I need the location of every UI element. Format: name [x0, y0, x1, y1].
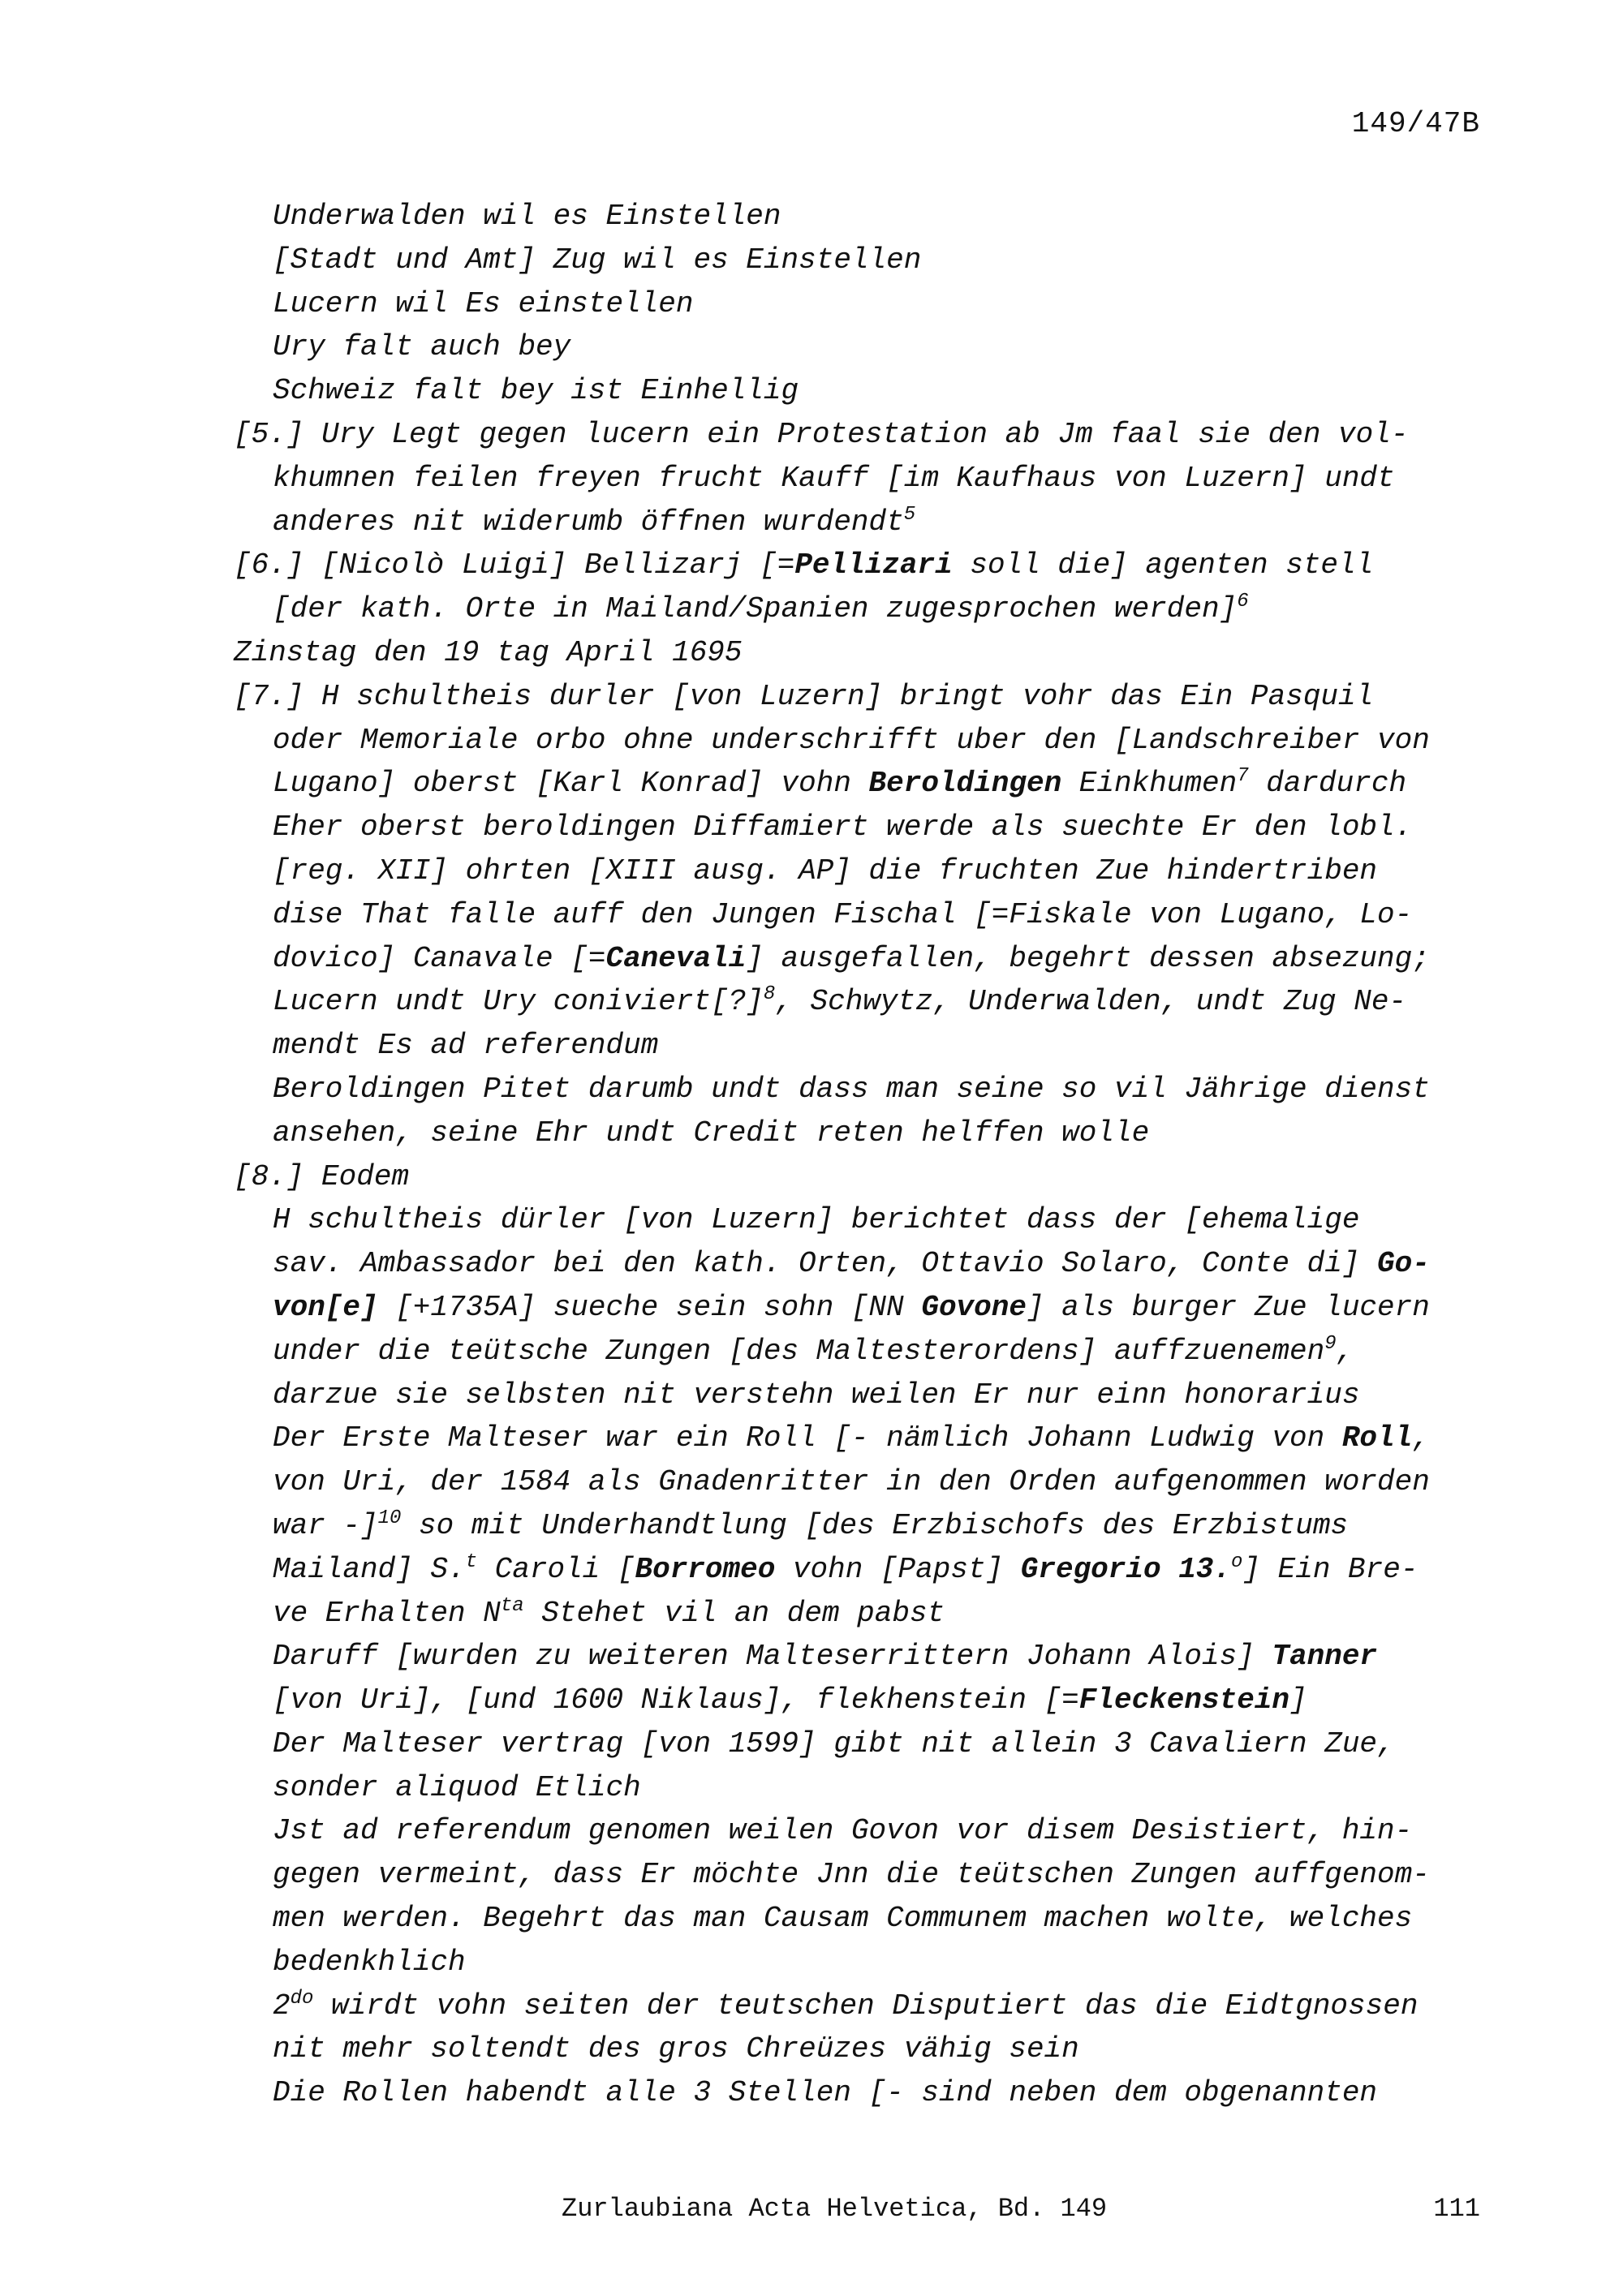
- text-line: Lucern wil Es einstellen: [273, 286, 694, 320]
- text-line: Jst ad referendum genomen weilen Govon vor disem Desistiert, hin-: [273, 1814, 1413, 1848]
- emphasized-name: Tanner: [1272, 1640, 1378, 1674]
- emphasized-name: Roll: [1341, 1421, 1413, 1455]
- text-line: H schultheis dürler [von Luzern] berichtet dass der [ehemalige: [273, 1203, 1360, 1237]
- text-line: bedenkhlich: [273, 1945, 466, 1979]
- emphasized-name: von[e]: [273, 1290, 378, 1324]
- text-line: von[e] [+1735A] sueche sein sohn [NN Govone] als burger Zue lucern: [273, 1290, 1430, 1324]
- text-line: [von Uri], [und 1600 Niklaus], flekhenstein [=Fleckenstein]: [273, 1683, 1307, 1718]
- text-line: Schweiz falt bey ist Einhellig: [273, 374, 799, 408]
- text-line: Mailand] S.$^t$ Caroli [Borromeo vohn [Papst] Gregorio 13.$^o$] Ein Bre-: [273, 1550, 1419, 1586]
- emphasized-name: Govone: [921, 1290, 1027, 1324]
- footnote-marker: 8: [763, 983, 776, 1006]
- text-line: [reg. XII] ohrten [XIII ausg. AP] die fruchten Zue hindertriben: [273, 853, 1378, 888]
- text-line: Der Erste Malteser war ein Roll [- nämlich Johann Ludwig von Roll,: [273, 1421, 1430, 1455]
- footnote-marker: 7: [1237, 765, 1249, 788]
- emphasized-name: Fleckenstein: [1078, 1683, 1290, 1718]
- footnote-marker: 5: [903, 503, 916, 526]
- text-line: under die teütsche Zungen [des Maltesterordens] auffzuenemen$^9$,: [273, 1332, 1354, 1368]
- text-line: Underwalden wil es Einstellen: [273, 200, 781, 233]
- text-line: [7.] H schultheis durler [von Luzern] bringt vohr das Ein Pasquil: [234, 679, 1374, 713]
- text-line: Lucern undt Ury coniviert[?]$^8$, Schwytz, Underwalden, undt Zug Ne-: [273, 983, 1407, 1019]
- superscript: o: [1231, 1550, 1243, 1573]
- text-line: [5.] Ury Legt gegen lucern ein Protestation ab Jm faal sie den vol-: [234, 417, 1409, 451]
- text-line: sav. Ambassador bei den kath. Orten, Ottavio Solaro, Conte di] Go-: [273, 1247, 1430, 1281]
- text-line: war -]$^{10}$ so mit Underhandtlung [des Erzbischofs des Erzbistums: [273, 1507, 1349, 1542]
- text-line: Die Rollen habendt alle 3 Stellen [- sind neben dem obgenannten: [273, 2076, 1378, 2110]
- text-line: mendt Es ad referendum: [273, 1029, 659, 1063]
- emphasized-name: Pellizari: [794, 548, 953, 583]
- text-line: nit mehr soltendt des gros Chreüzes vähig sein: [273, 2032, 1079, 2066]
- emphasized-name: Gregorio 13.: [1020, 1552, 1232, 1586]
- text-line: ansehen, seine Ehr undt Credit reten helffen wolle: [273, 1116, 1150, 1150]
- text-line: Beroldingen Pitet darumb undt dass man seine so vil Jährige dienst: [273, 1072, 1430, 1106]
- text-line: ve Erhalten $N^{ta}$ Stehet vil an dem pabst: [273, 1594, 945, 1630]
- text-line: khumnen feilen freyen frucht Kauff [im Kaufhaus von Luzern] undt: [273, 461, 1395, 495]
- date-line: Zinstag den 19 tag April 1695: [234, 635, 743, 669]
- text-line: oder Memoriale orbo ohne underschrifft uber den [Landschreiber von: [273, 723, 1430, 757]
- text-line: [6.] [Nicolò Luigi] Bellizarj [=Pellizari soll die] agenten stell: [234, 548, 1374, 583]
- text-line: [Stadt und Amt] Zug wil es Einstellen: [273, 243, 922, 277]
- text-line: Eher oberst beroldingen Diffamiert werde als suechte Er den lobl.: [273, 810, 1413, 845]
- footer-title: Zurlaubiana Acta Helvetica, Bd. 149: [562, 2194, 1108, 2224]
- text-line: Daruff [wurden zu weiteren Malteserrittern Johann Alois] Tanner: [273, 1640, 1378, 1674]
- page-reference: 149/47B: [1351, 107, 1480, 140]
- emphasized-name: Borromeo: [635, 1552, 776, 1586]
- emphasized-name: Beroldingen: [868, 767, 1062, 801]
- text-line: anderes nit widerumb öffnen wurdendt$^5$: [273, 503, 916, 539]
- footnote-marker: 6: [1237, 591, 1249, 613]
- text-line: dise That falle auff den Jungen Fischal [=Fiskale von Lugano, Lo-: [273, 897, 1413, 931]
- text-line: Ury falt auch bey: [273, 330, 571, 364]
- text-line: [der kath. Orte in Mailand/Spanien zugesprochen werden]$^6$: [273, 591, 1249, 626]
- text-line: sonder aliquod Etlich: [273, 1770, 641, 1804]
- text-line: darzue sie selbsten nit verstehn weilen Er nur einn honorarius: [273, 1378, 1360, 1412]
- text-line: men werden. Begehrt das man Causam Communem machen wolte, welches: [273, 1902, 1413, 1936]
- text-line: von Uri, der 1584 als Gnadenritter in den Orden aufgenommen worden: [273, 1465, 1430, 1499]
- text-line: $2^{do}$ wirdt vohn seiten der teutschen Disputiert das die Eidtgnossen: [273, 1987, 1419, 2023]
- emphasized-name: Canevali: [605, 941, 747, 975]
- superscript: do: [290, 1987, 314, 2010]
- superscript: t: [465, 1550, 478, 1573]
- page-number: 111: [1433, 2194, 1480, 2224]
- document-body: [234, 195, 1500, 2115]
- text-line: gegen vermeint, dass Er möchte Jnn die teütschen Zungen auffgenom-: [273, 1858, 1430, 1892]
- text-line: [8.] Eodem: [234, 1159, 410, 1193]
- footnote-marker: 9: [1324, 1332, 1337, 1355]
- text-line: Lugano] oberst [Karl Konrad] vohn Beroldingen Einkhumen$^7$ dardurch: [273, 765, 1407, 801]
- emphasized-name: Go-: [1377, 1247, 1430, 1281]
- footnote-marker: 10: [377, 1507, 402, 1529]
- text-line: dovico] Canavale [=Canevali] ausgefallen, begehrt dessen absezung;: [273, 941, 1430, 975]
- superscript: ta: [500, 1594, 524, 1617]
- text-line: Der Malteser vertrag [von 1599] gibt nit allein 3 Cavaliern Zue,: [273, 1726, 1395, 1761]
